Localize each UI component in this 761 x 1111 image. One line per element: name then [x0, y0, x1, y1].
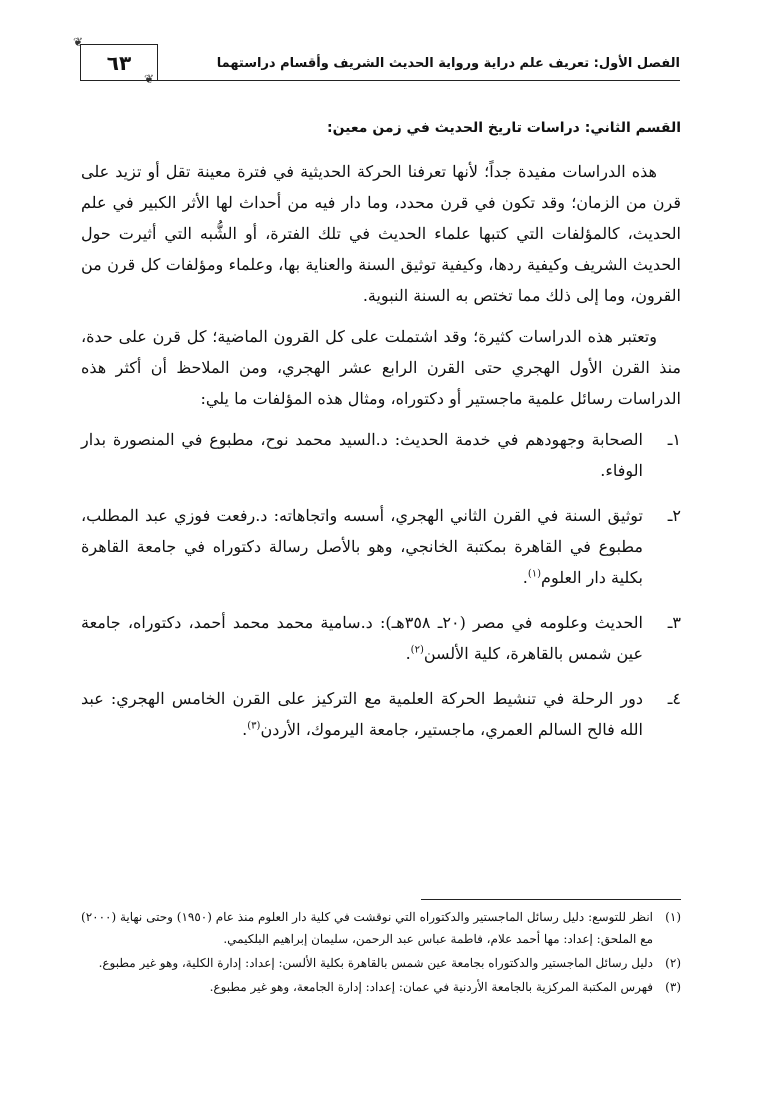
body-paragraph: وتعتبر هذه الدراسات كثيرة؛ وقد اشتملت على كل القرون الماضية؛ كل قرن على حدة، منذ القرن الأول الهجري حتى القرن الرابع عشر الهجري، ومن الملاحظ أن أكثر هذه الدراسات رسائل علمية ماجستير أو دكتوراه، ومثال هذه المؤلفات ما يلي: [81, 327, 681, 408]
list-item-number: ١ـ [667, 430, 681, 449]
list-item-number: ٢ـ [667, 506, 681, 525]
corner-ornament-icon: ❦ [144, 72, 155, 86]
page-header [73, 34, 680, 88]
body-paragraph: هذه الدراسات مفيدة جداً؛ لأنها تعرفنا الحركة الحديثية في فترة معينة تقل أو تزيد على قرن من الزمان؛ وقد تكون في قرن محدد، وما دار فيه من أحداث لها الأثر الكبير في علم الحديث، كالمؤلفات التي كتبها علماء الحديث في تلك الفترة، أو الشُّبه التي أثيرت حول الحديث الشريف وكيفية ردها، وكيفية توثيق السنة والعناية بها، وعلماء ومؤلفات كل قرن من القرون، وما إلى ذلك مما تختص به السنة النبوية. [81, 162, 681, 305]
corner-ornament-icon: ❦ [73, 35, 84, 49]
footnote [81, 906, 681, 950]
footnote-text: دليل رسائل الماجستير والدكتوراه بجامعة عين شمس بالقاهرة بكلية الألسن: إعداد: إدارة الكلية، وهو غير مطبوع. [98, 956, 653, 970]
list-item [81, 424, 681, 486]
list-item-number: ٤ـ [667, 689, 681, 708]
list-item: ٣ـ الحديث وعلومه في مصر (٢٠ـ ٣٥٨هـ): د.سامية محمد محمد أحمد، دكتوراه، جامعة عين شمس بالقاهرة، كلية الألسن$^{(٢)}$. [81, 607, 681, 669]
list-item-number: ٣ـ [667, 613, 681, 632]
footnote-separator [421, 899, 681, 900]
running-head: الفصل الأول: تعريف علم دراية ورواية الحديث الشريف وأقسام دراستهما [216, 56, 680, 71]
works-list [81, 424, 681, 745]
footnote [81, 976, 681, 998]
list-item-text: توثيق السنة في القرن الثاني الهجري، أسسه واتجاهاته: د.رفعت فوزي عبد المطلب، مطبوع في القاهرة بمكتبة الخانجي، وهو بالأصل رسالة دكتوراه في جامعة القاهرة بكلية دار العلوم [81, 506, 643, 587]
list-item: ٤ـ دور الرحلة في تنشيط الحركة العلمية مع التركيز على القرن الخامس الهجري: عبد الله فالح السالم العمري، ماجستير، جامعة اليرموك، الأردن$^{(٣)}$. [81, 683, 681, 745]
footnote-number: (٢) [665, 956, 681, 970]
list-item-text: دور الرحلة في تنشيط الحركة العلمية مع التركيز على القرن الخامس الهجري: عبد الله فالح السالم العمري، ماجستير، جامعة اليرموك، الأردن [81, 689, 643, 739]
footnotes [81, 906, 681, 1000]
footnote-ref[interactable]: (٢) [410, 644, 424, 656]
header-rule [80, 80, 680, 81]
section-heading: القسم الثاني: دراسات تاريخ الحديث في زمن معين: [326, 120, 681, 136]
footnote [81, 952, 681, 974]
footnote-ref[interactable]: (٣) [247, 720, 261, 732]
main-text [81, 120, 681, 759]
list-item-text: الحديث وعلومه في مصر (٢٠ـ ٣٥٨هـ): د.سامية محمد محمد أحمد، دكتوراه، جامعة عين شمس بالقاهرة، كلية الألسن [81, 613, 643, 663]
footnote-number: (١) [665, 910, 681, 924]
footnote-text: فهرس المكتبة المركزية بالجامعة الأردنية في عمان: إعداد: إدارة الجامعة، وهو غير مطبوع. [209, 980, 653, 994]
footnote-text: انظر للتوسع: دليل رسائل الماجستير والدكتوراه التي نوقشت في كلية دار العلوم منذ عام (١٩٥٠) وحتى نهاية (٢٠٠٠) مع الملحق: إعداد: مها أحمد علام، فاطمة عباس عبد الرحمن، سليمان إبراهيم البلكيمي. [81, 910, 653, 946]
footnote-ref[interactable]: (١) [527, 568, 542, 580]
list-item: ٢ـ توثيق السنة في القرن الثاني الهجري، أسسه واتجاهاته: د.رفعت فوزي عبد المطلب، مطبوع في القاهرة بمكتبة الخانجي، وهو بالأصل رسالة دكتوراه في جامعة القاهرة بكلية دار العلوم$^{(١)}$. [81, 500, 681, 593]
list-item-text: الصحابة وجهودهم في خدمة الحديث: د.السيد محمد نوح، مطبوع في المنصورة بدار الوفاء. [81, 430, 643, 480]
page-number: ٦٣ [106, 51, 132, 75]
footnote-number: (٣) [665, 980, 681, 994]
